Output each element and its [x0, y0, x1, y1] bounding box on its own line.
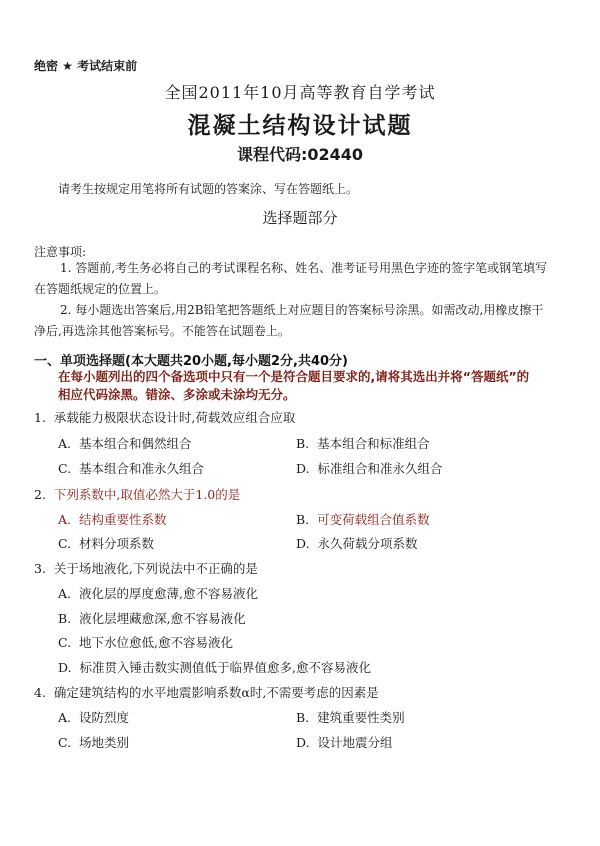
option — [58, 534, 154, 552]
option — [296, 534, 418, 552]
option-text: 设计地震分组 — [317, 735, 393, 750]
option — [58, 609, 246, 627]
option — [58, 434, 191, 452]
option — [296, 459, 443, 477]
option-text: 材料分项系数 — [79, 536, 155, 551]
option — [296, 510, 430, 528]
option-text: 基本组合和准永久组合 — [79, 461, 205, 476]
option-label: B. — [296, 436, 310, 451]
option-text: 标准组合和准永久组合 — [317, 461, 443, 476]
question-text: 承载能力极限状态设计时,荷载效应组合应取 — [53, 410, 296, 425]
option — [296, 733, 393, 751]
option — [58, 708, 129, 726]
section-title: 一、单项选择题 — [34, 354, 126, 369]
option-label: C. — [58, 461, 72, 476]
option — [296, 708, 405, 726]
option — [58, 733, 129, 751]
question-text: 关于场地液化,下列说法中不正确的是 — [53, 561, 258, 576]
option-label: A. — [58, 512, 72, 527]
option-text: 地下水位愈低,愈不容易液化 — [79, 635, 234, 650]
option — [58, 584, 258, 602]
option-label: C. — [58, 536, 72, 551]
option-text: 基本组合和偶然组合 — [78, 436, 192, 451]
secret-label: 绝密 ★ 考试结束前 — [34, 59, 138, 73]
option — [58, 633, 233, 651]
note-item: 1. 答题前,考生务必将自己的考试课程名称、姓名、准考证号用黑色字迹的签字笔或钢笔填写在答题纸规定的位置上。 — [34, 261, 548, 296]
option-label: C. — [58, 635, 72, 650]
option-text: 结构重要性系数 — [78, 512, 167, 527]
question-text: 下列系数中,取值必然大于1.0的是 — [53, 487, 241, 502]
option-text: 永久荷载分项系数 — [317, 536, 418, 551]
notes-heading: 注意事项: — [34, 245, 87, 259]
option-label: B. — [296, 512, 310, 527]
question-stem — [34, 683, 379, 701]
option-text: 设防烈度 — [78, 710, 129, 725]
question-text: 确定建筑结构的水平地震影响系数α时,不需要考虑的因素是 — [53, 685, 379, 700]
option-label: C. — [58, 735, 72, 750]
exam-title: 全国2011年10月高等教育自学考试 — [164, 83, 436, 102]
question-number: 1. — [34, 410, 46, 425]
option-text: 标准贯入锤击数实测值低于临界值愈多,愈不容易液化 — [79, 660, 371, 675]
option-label: D. — [296, 735, 310, 750]
option-text: 基本组合和标准组合 — [317, 436, 430, 451]
option-text: 可变荷载组合值系数 — [317, 512, 430, 527]
option — [58, 658, 371, 676]
question-stem — [34, 485, 240, 503]
option — [58, 510, 166, 528]
note-item: 2. 每小题选出答案后,用2B铅笔把答题纸上对应题目的答案标号涂黑。如需改动,用橡皮擦干净后,再选涂其他答案标号。不能答在试题卷上。 — [34, 303, 544, 338]
question-stem — [34, 559, 258, 577]
option-label: A. — [58, 710, 72, 725]
option-label: B. — [296, 710, 310, 725]
question-stem — [34, 408, 295, 426]
option-label: A. — [58, 586, 72, 601]
option-text: 液化层埋藏愈深,愈不容易液化 — [79, 611, 246, 626]
option-label: B. — [58, 611, 72, 626]
option-text: 液化层的厚度愈薄,愈不容易液化 — [78, 586, 258, 601]
option — [58, 459, 204, 477]
question-number: 4. — [34, 685, 46, 700]
subject-title: 混凝土结构设计试题 — [187, 113, 413, 139]
option-text: 建筑重要性类别 — [317, 710, 405, 725]
option — [296, 434, 430, 452]
part-title: 选择题部分 — [262, 209, 338, 227]
question-number: 2. — [34, 487, 46, 502]
option-label: A. — [58, 436, 72, 451]
option-label: D. — [58, 660, 72, 675]
section-heading-note: (本大题共20小题,每小题2分,共40分) — [125, 354, 349, 369]
section-instruction: 在每小题列出的四个备选项中只有一个是符合题目要求的,请将其选出并将“答题纸”的相应代码涂黑。错涂、多涂或未涂均无分。 — [58, 369, 530, 402]
course-code: 课程代码:02440 — [236, 145, 364, 164]
option-label: D. — [296, 536, 310, 551]
general-instruction: 请考生按规定用笔将所有试题的答案涂、写在答题纸上。 — [58, 182, 359, 196]
option-text: 场地类别 — [79, 735, 130, 750]
section-heading — [34, 350, 348, 369]
option-label: D. — [296, 461, 310, 476]
question-number: 3. — [34, 561, 46, 576]
